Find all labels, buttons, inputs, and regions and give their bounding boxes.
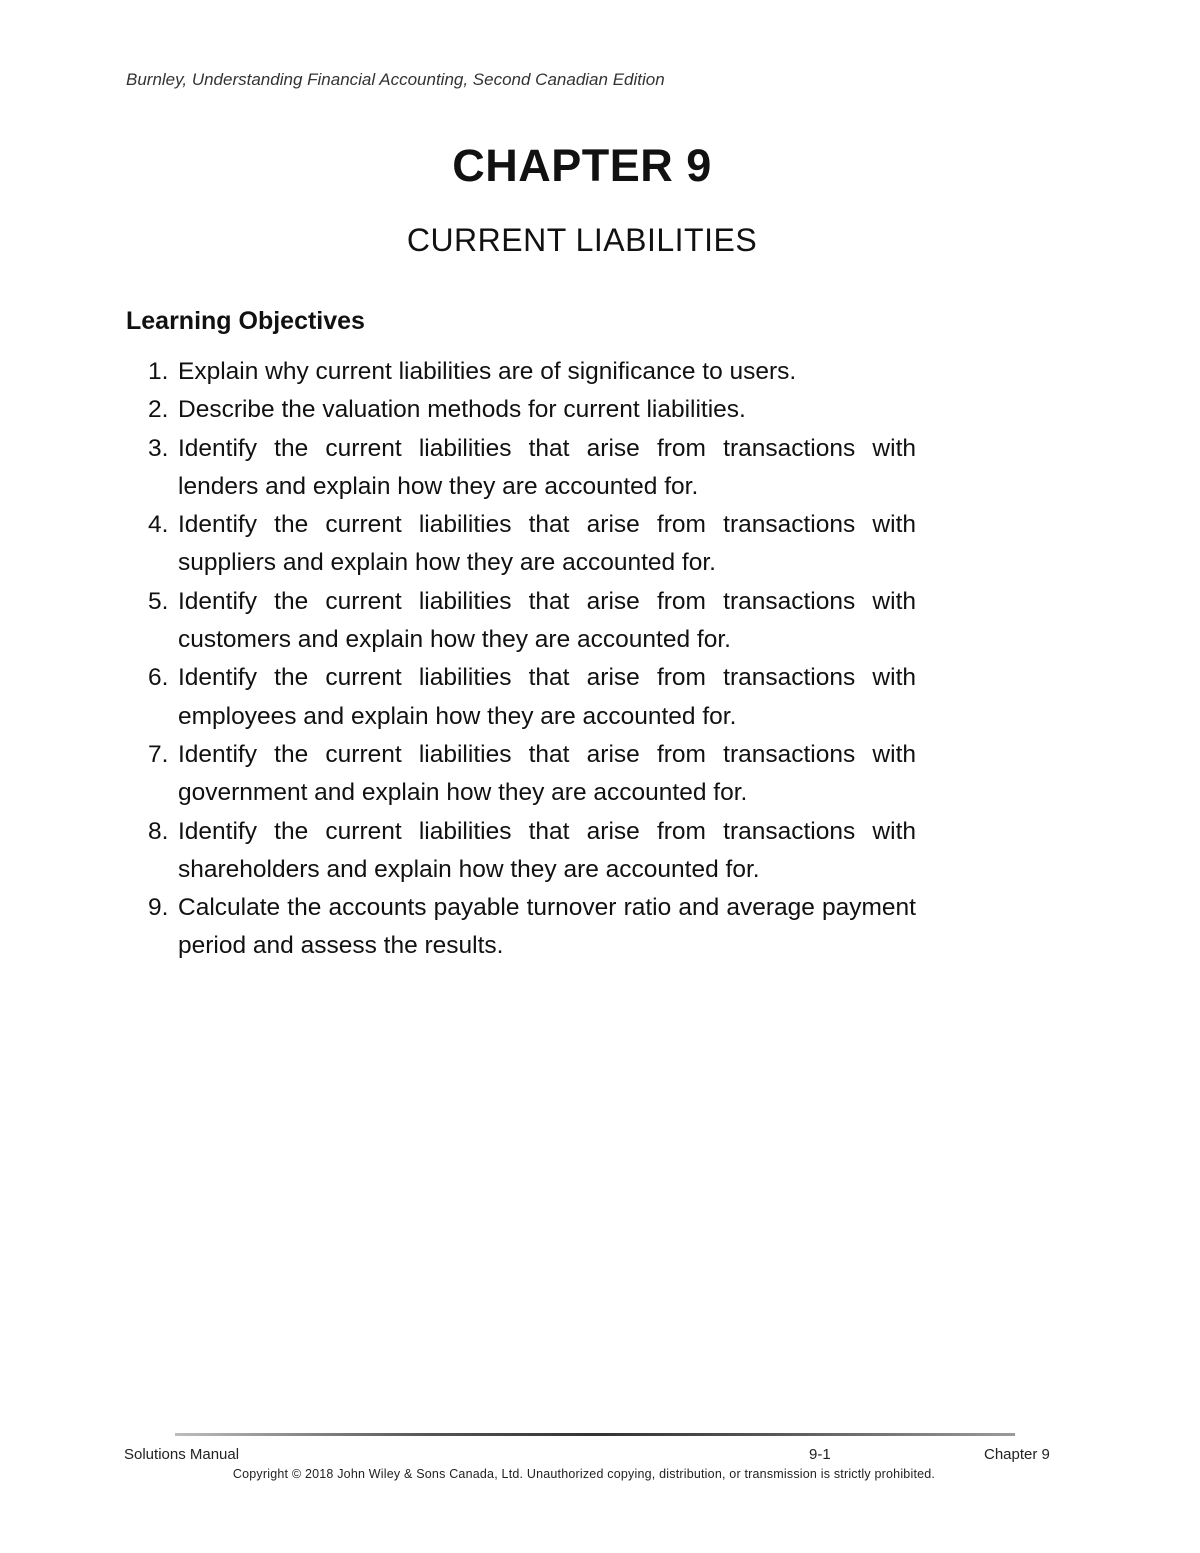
objective-number: 8. [148, 817, 169, 845]
objective-text: Identify the current liabilities that arise from transactions with suppliers and explain how they are accounted for. [178, 511, 916, 577]
objective-item [126, 659, 926, 736]
objective-number: 4. [148, 511, 169, 539]
objective-text: Identify the current liabilities that arise from transactions with customers and explain how they are accounted for. [178, 587, 916, 654]
objective-item [126, 506, 926, 583]
objective-text: Identify the current liabilities that arise from transactions with government and explain how they are accounted for. [178, 740, 916, 807]
objective-item [126, 813, 926, 890]
objective-number: 3. [148, 434, 169, 462]
footer-chapter-label: Chapter 9 [984, 1446, 1050, 1463]
objective-item [126, 736, 926, 813]
learning-objectives-list [126, 353, 926, 966]
objective-text: Identify the current liabilities that arise from transactions with employees and explain how they are accounted for. [178, 664, 916, 730]
objective-item [126, 353, 926, 391]
footer-manual-label: Solutions Manual [124, 1446, 240, 1463]
footer-page-number: 9-1 [809, 1446, 831, 1463]
chapter-number: CHAPTER 9 [452, 140, 712, 191]
objective-item [126, 583, 926, 660]
objective-number: 5. [148, 587, 169, 615]
objective-text: Explain why current liabilities are of significance to users. [178, 358, 797, 385]
objective-text: Calculate the accounts payable turnover ratio and average payment period and assess the results. [178, 894, 916, 960]
objective-text: Describe the valuation methods for current liabilities. [178, 396, 746, 424]
footer-divider [175, 1433, 1015, 1436]
objective-item [126, 391, 926, 429]
objective-number: 6. [148, 664, 169, 692]
objective-number: 9. [148, 894, 169, 922]
running-header: Burnley, Understanding Financial Accounting, Second Canadian Edition [126, 70, 665, 89]
chapter-title: CURRENT LIABILITIES [406, 222, 758, 258]
objective-number: 7. [148, 740, 169, 768]
objective-text: Identify the current liabilities that arise from transactions with lenders and explain how they are accounted for. [178, 434, 916, 500]
objective-number: 2. [148, 396, 169, 424]
learning-objectives-heading: Learning Objectives [126, 307, 365, 335]
objective-item [126, 430, 926, 507]
objective-text: Identify the current liabilities that arise from transactions with shareholders and explain how they are accounted for. [178, 817, 916, 883]
copyright-notice: Copyright © 2018 John Wiley & Sons Canada, Ltd. Unauthorized copying, distribution, or transmission is strictly prohibited. [232, 1467, 936, 1481]
objective-number: 1. [148, 358, 169, 385]
objective-item [126, 889, 926, 966]
